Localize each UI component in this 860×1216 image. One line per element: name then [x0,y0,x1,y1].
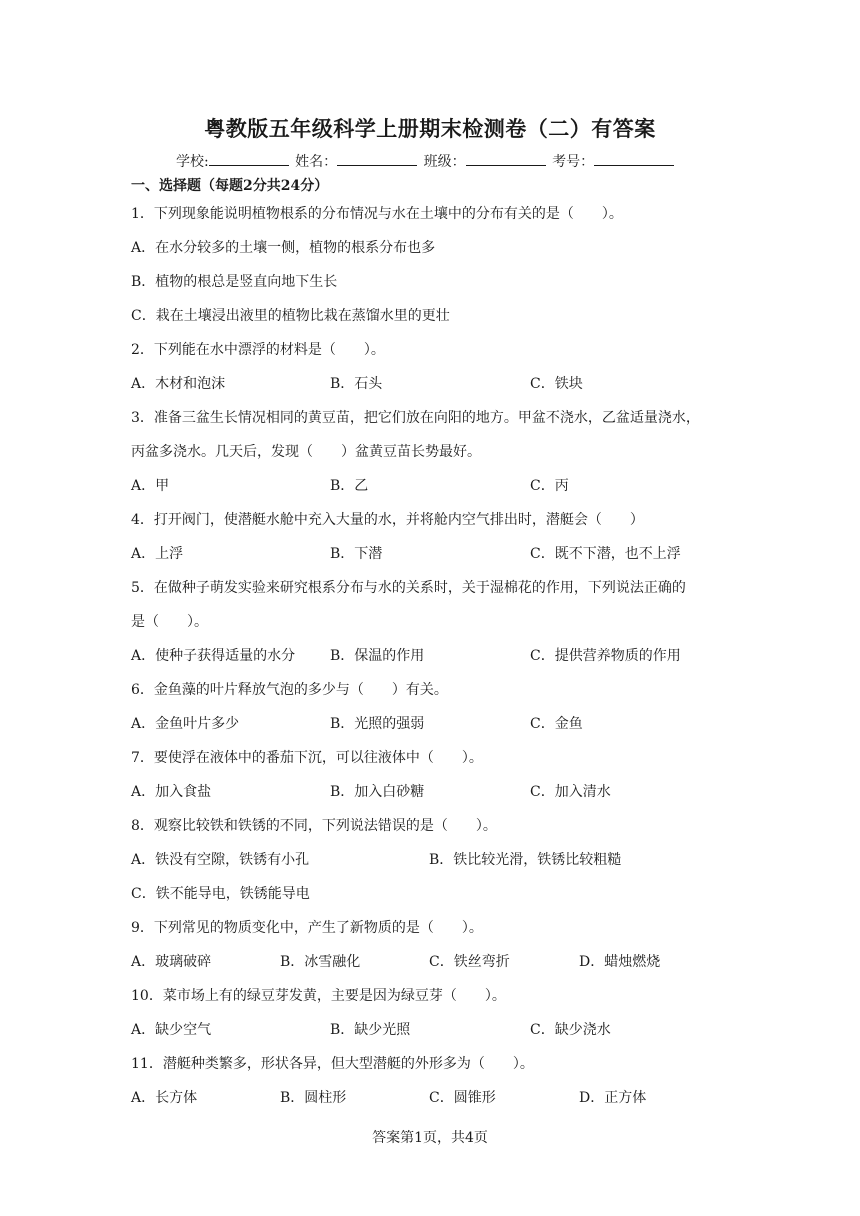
student-info-line [176,151,676,171]
question-5-stem-line-2: 是（ ）。 [131,614,208,630]
class-blank[interactable] [466,153,546,166]
question-4-option-c[interactable]: C．既不下潜，也不上浮 [530,546,681,562]
question-1-option-a[interactable]: A．在水分较多的土壤一侧，植物的根系分布也多 [131,240,436,256]
question-7-option-b[interactable]: B．加入白砂糖 [330,784,425,800]
question-7-option-c[interactable]: C．加入清水 [530,784,611,800]
question-9-option-a[interactable]: A．玻璃破碎 [131,954,212,970]
question-4-option-b[interactable]: B．下潜 [330,546,383,562]
school-label: 学校: [176,154,209,170]
section-heading: 一、选择题（每题2分共24分） [131,178,329,194]
question-8-option-c[interactable]: C．铁不能导电，铁锈能导电 [131,886,310,902]
question-10-option-a[interactable]: A．缺少空气 [131,1022,212,1038]
question-11-option-a[interactable]: A．长方体 [131,1090,198,1106]
question-3-option-c[interactable]: C．丙 [530,478,569,494]
question-11-option-b[interactable]: B．圆柱形 [280,1090,347,1106]
question-5-option-c[interactable]: C．提供营养物质的作用 [530,648,681,664]
question-11-option-c[interactable]: C．圆锥形 [429,1090,496,1106]
question-3-option-a[interactable]: A．甲 [131,478,170,494]
question-2-option-a[interactable]: A．木材和泡沫 [131,376,226,392]
question-9-option-b[interactable]: B．冰雪融化 [280,954,361,970]
exam-no-label: 考号： [552,154,595,170]
question-3-stem-line-2: 丙盆多浇水。几天后，发现（ ）盆黄豆苗长势最好。 [131,444,481,460]
question-1-option-c[interactable]: C．栽在土壤浸出液里的植物比栽在蒸馏水里的更壮 [131,308,450,324]
question-3-option-b[interactable]: B．乙 [330,478,369,494]
question-6-option-b[interactable]: B．光照的强弱 [330,716,425,732]
question-8-stem: 8．观察比较铁和铁锈的不同，下列说法错误的是（ ）。 [131,818,497,834]
question-9-stem: 9．下列常见的物质变化中，产生了新物质的是（ ）。 [131,920,483,936]
question-7-option-a[interactable]: A．加入食盐 [131,784,212,800]
question-5-option-b[interactable]: B．保温的作用 [330,648,425,664]
question-1-option-b[interactable]: B．植物的根总是竖直向地下生长 [131,274,338,290]
question-9-option-d[interactable]: D．蜡烛燃烧 [579,954,661,970]
question-6-option-c[interactable]: C．金鱼 [530,716,583,732]
class-label: 班级： [423,154,466,170]
question-10-option-b[interactable]: B．缺少光照 [330,1022,411,1038]
question-8-option-b[interactable]: B．铁比较光滑，铁锈比较粗糙 [429,852,622,868]
question-1-stem: 1．下列现象能说明植物根系的分布情况与水在土壤中的分布有关的是（ ）。 [131,206,623,222]
page-title: 粤教版五年级科学上册期末检测卷（二）有答案 [204,116,656,141]
question-9-option-c[interactable]: C．铁丝弯折 [429,954,510,970]
question-5-stem-line-1: 5．在做种子萌发实验来研究根系分布与水的关系时，关于湿棉花的作用，下列说法正确的 [131,580,686,596]
question-5-option-a[interactable]: A．使种子获得适量的水分 [131,648,296,664]
question-3-stem-line-1: 3．准备三盆生长情况相同的黄豆苗，把它们放在向阳的地方。甲盆不浇水，乙盆适量浇水， [131,410,700,426]
name-blank[interactable] [337,153,417,166]
question-6-stem: 6．金鱼藻的叶片释放气泡的多少与（ ）有关。 [131,682,448,698]
question-8-option-a[interactable]: A．铁没有空隙，铁锈有小孔 [131,852,310,868]
question-2-option-c[interactable]: C．铁块 [530,376,583,392]
question-11-option-d[interactable]: D．正方体 [579,1090,647,1106]
question-11-stem: 11．潜艇种类繁多，形状各异，但大型潜艇的外形多为（ ）。 [131,1056,534,1072]
question-2-option-b[interactable]: B．石头 [330,376,383,392]
question-6-option-a[interactable]: A．金鱼叶片多少 [131,716,240,732]
question-4-stem: 4．打开阀门，使潜艇水舱中充入大量的水，并将舱内空气排出时，潜艇会（ ） [131,512,644,528]
question-10-stem: 10．菜市场上有的绿豆芽发黄，主要是因为绿豆芽（ ）。 [131,988,506,1004]
question-10-option-c[interactable]: C．缺少浇水 [530,1022,611,1038]
question-7-stem: 7．要使浮在液体中的番茄下沉，可以往液体中（ ）。 [131,750,483,766]
question-4-option-a[interactable]: A．上浮 [131,546,184,562]
page-footer: 答案第1页，共4页 [372,1130,488,1146]
question-2-stem: 2．下列能在水中漂浮的材料是（ ）。 [131,342,385,358]
name-label: 姓名： [295,154,338,170]
school-blank[interactable] [209,153,289,166]
exam-no-blank[interactable] [594,153,674,166]
